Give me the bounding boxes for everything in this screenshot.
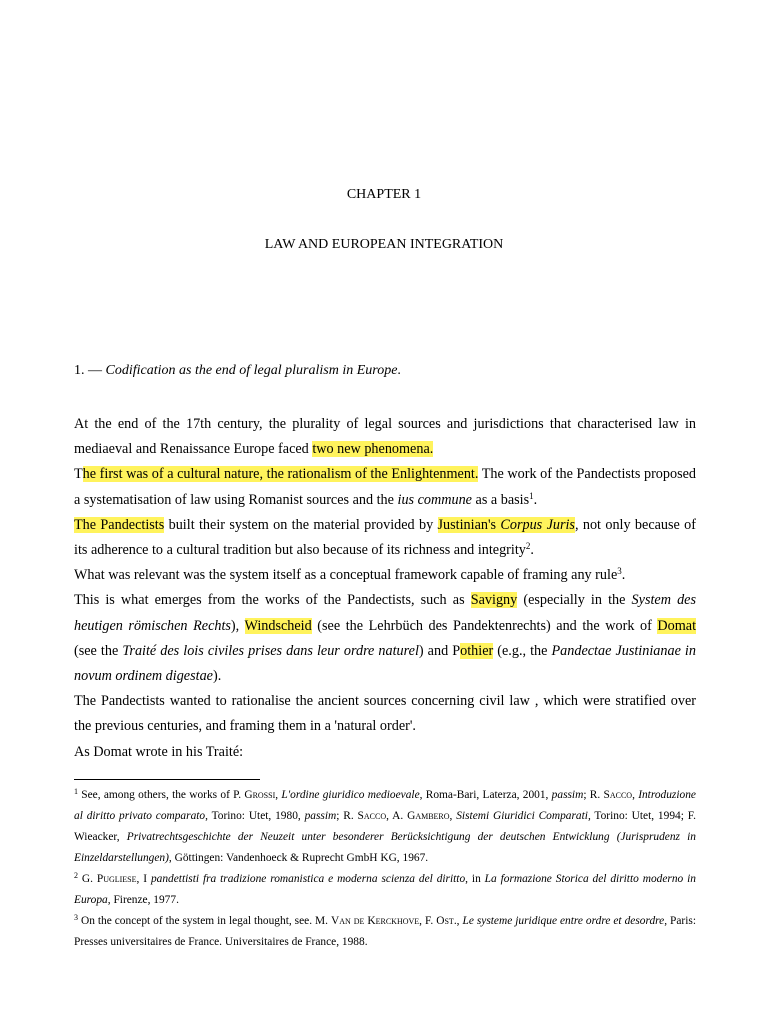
footnotes [74,785,696,953]
text-run: G. [78,873,97,885]
text-run: Justinian's [437,516,501,533]
highlight: Windscheid [244,617,312,634]
text-run: , Göttingen: Vandenhoeck & Ruprecht GmbH KG, 1967. [168,852,429,864]
text-run: (see the Lehrbüch des Pandektenrechts) and the work of [311,617,658,634]
text-run: , not only because of its adherence to a cultural tradition but also because of its richness and integrity [74,516,696,559]
text-run: , [632,789,639,801]
chapter-title: LAW AND EUROPEAN INTEGRATION [264,237,504,252]
text-run: . [533,491,538,508]
highlight [438,517,575,533]
text-run: . [621,567,626,584]
section-end: . [397,363,401,378]
text-run: ), [230,617,245,634]
body-text [74,412,696,765]
text-run: T [74,466,83,483]
italic-run: Traité des lois civiles prises dans leur ordre naturel [122,642,419,659]
author-name: Grossi [244,789,276,801]
text-run: as a basis [471,491,530,508]
footnote-number: 2 [74,871,78,880]
paragraph-6: The Pandectists wanted to rationalise the ancient sources concerning civil law , which were stratified over the previous centuries, and framing them in a 'natural order'. [74,693,696,735]
author-name: Van de Kerckhove [331,915,420,927]
italic-run: System des heutigen römischen Rechts [74,592,696,634]
italic-run: L'ordine giuridico medioevale [281,789,420,801]
footnote-number: 3 [74,913,78,922]
author-name: Gambero [407,810,450,822]
section-number: 1. — [74,363,106,378]
italic-run: La formazione Storica del diritto moderno in Europa [74,873,696,906]
italic-run: pandettisti fra tradizione romanistica e moderna scienza del diritto [150,873,466,885]
paragraph-5 [74,588,696,689]
highlight: Domat [657,617,697,634]
text-run: This is what emerges from the works of the Pandectists, such as [74,592,471,609]
text-run: At the end of the 17th century, the plurality of legal sources and jurisdictions that characterised law in mediaeval and Renaissance Europe faced [74,416,696,458]
text-run: (especially in the [517,592,632,609]
chapter-label: CHAPTER 1 [346,187,422,202]
italic-run: Le systeme juridique entre ordre et desordre [462,915,665,927]
footnote-ref[interactable]: 2 [525,541,531,552]
paragraph-3 [74,513,696,563]
footnote-2 [74,869,696,911]
text-run: ; R. [583,789,604,801]
text-run: . [530,542,534,559]
text-run: On the concept of the system in legal thought, see. M. [78,915,331,927]
text-run: , Torino: Utet, 1980, [205,810,305,822]
author-name: Sacco [603,789,633,801]
section-title: Codification as the end of legal pluralism in Europe [105,363,398,378]
text-run: ). [212,668,222,685]
italic-run: passim [551,789,584,801]
text-run: ; R. [336,810,358,822]
text-run: What was relevant was the system itself as a conceptual framework capable of framing any rule [74,567,618,584]
text-run: , Roma-Bari, Laterza, 2001, [419,789,552,801]
text-run: , [275,789,282,801]
text-run: (e.g., the [493,642,552,659]
author-name: Sacco [357,810,387,822]
footnote-ref[interactable]: 3 [617,566,622,577]
text-run: , Firenze, 1977. [107,894,179,906]
paragraph-4 [74,563,696,588]
footnote-1 [74,785,696,869]
text-run: built their system on the material provided by [164,516,438,533]
section-heading [74,363,401,379]
italic-run: Pandectae Justinianae in novum ordinem digestae [74,642,696,685]
author-name: Pugliese [96,873,137,885]
paragraph-2 [74,462,696,512]
footnote-divider [74,779,260,780]
italic-run: ius commune [397,491,472,508]
italic-run: passim [304,810,337,822]
highlight: othier [460,642,494,659]
highlight: Savigny [470,592,518,609]
text-run: ., [453,915,463,927]
text-run: , F. [419,915,437,927]
text-run: See, among others, the works of P. [78,789,245,801]
text-run: , in [465,873,485,885]
text-run: (see the [74,642,123,659]
text-run: , I [136,873,151,885]
italic-run: Corpus Juris [500,516,575,533]
text-run: Torino: Utet, 1994; F. Wieacker, [74,810,696,843]
text-run: , Paris: Presses universitaires de France. Universitaires de France, 1988. [74,915,696,948]
text-run: ) and P [418,642,461,659]
text-run: , A. [386,810,408,822]
highlight: he first was of a cultural nature, the rationalism of the Enlightenment. [82,466,479,483]
footnote-ref[interactable]: 1 [529,490,534,501]
italic-run: Sistemi Giuridici Comparati, [456,810,591,822]
footnote-3 [74,911,696,953]
italic-run: Privatrechtsgeschichte der Neuzeit unter besonderer Berücksichtigung der deutschen Entwicklung (Jurisprudenz in Einzeldarstellungen) [74,831,697,864]
paragraph-7: As Domat wrote in his Traité: [74,743,244,760]
highlight: two new phenomena. [312,441,434,458]
footnote-number: 1 [74,787,78,796]
text-run: The work of the Pandectists proposed a systematisation of law using Romanist sources and the [74,466,696,508]
text-run: , [449,810,457,822]
highlight: The Pandectists [74,516,165,533]
paragraph-1 [74,412,696,462]
author-name: Ost [436,915,454,927]
italic-run: Introduzione al diritto privato comparato [74,789,696,822]
